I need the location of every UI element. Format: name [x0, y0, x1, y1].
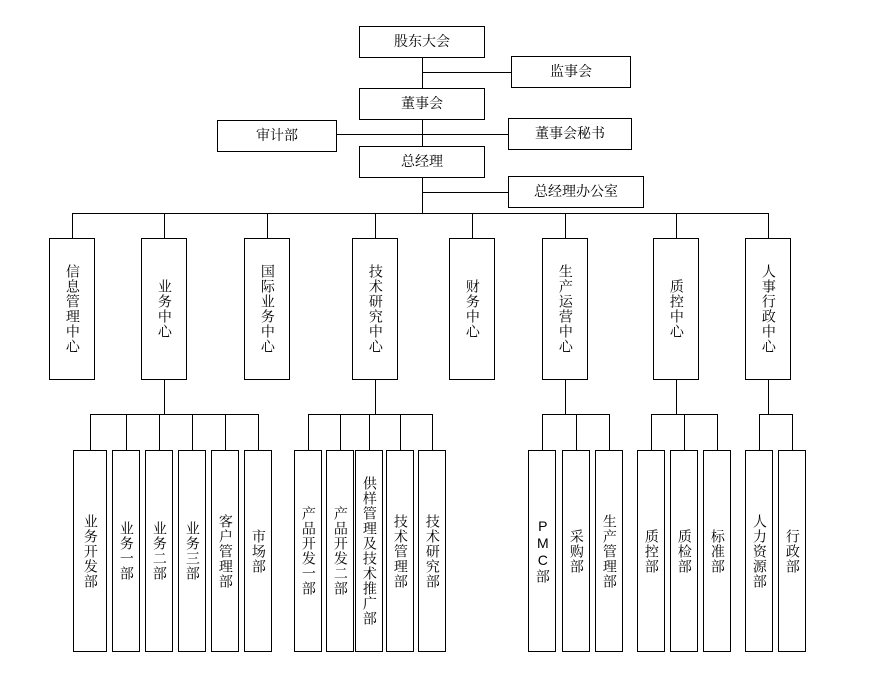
center-international-business[interactable]: 国际业务中心	[244, 238, 290, 380]
conn-qc-insp-drop	[684, 414, 685, 450]
conn-board-to-gm-vertical	[422, 120, 423, 146]
dept-technology-research[interactable]: 技术研究部	[418, 450, 446, 652]
conn-qc-std-drop	[717, 414, 718, 450]
dept-administration[interactable]: 行政部	[778, 450, 806, 652]
conn-audit-to-trunk-horizontal	[337, 134, 422, 135]
dept-product-development-two[interactable]: 产品开发二部	[326, 450, 354, 652]
dept-pmc[interactable]: PMC部	[528, 450, 556, 652]
dept-production-management[interactable]: 生产管理部	[595, 450, 623, 652]
conn-tech-pd1-drop	[308, 414, 309, 450]
dept-business-one[interactable]: 业务一部	[112, 450, 140, 652]
conn-tech-center-down	[375, 380, 376, 414]
conn-shareholders-to-supervisory-vertical	[422, 58, 423, 72]
conn-center-intl-drop	[267, 213, 268, 238]
dept-human-resources[interactable]: 人力资源部	[745, 450, 773, 652]
conn-prod-pmc-drop	[542, 414, 543, 450]
conn-centers-bus-horizontal	[72, 213, 768, 214]
conn-gm-to-centers-vertical	[422, 178, 423, 213]
conn-center-biz-drop	[164, 213, 165, 238]
conn-center-qc-drop	[676, 213, 677, 238]
dept-business-development[interactable]: 业务开发部	[73, 450, 107, 652]
shareholders-meeting[interactable]: 股东大会	[359, 26, 485, 58]
conn-biz-one-drop	[126, 414, 127, 450]
conn-hr-bus-horizontal	[759, 414, 792, 415]
conn-biz-center-down	[164, 380, 165, 414]
conn-center-tech-drop	[375, 213, 376, 238]
general-manager-office[interactable]: 总经理办公室	[508, 176, 644, 208]
conn-tech-res-drop	[432, 414, 433, 450]
conn-tech-bus-horizontal	[308, 414, 432, 415]
dept-technology-management[interactable]: 技术管理部	[386, 450, 414, 652]
board-of-directors[interactable]: 董事会	[359, 88, 485, 120]
audit-department[interactable]: 审计部	[217, 120, 337, 152]
conn-board-to-secretary-horizontal	[422, 134, 508, 135]
dept-sample-supply-tech-promotion[interactable]: 供样管理及技术推广部	[355, 450, 383, 652]
conn-shareholders-to-supervisory-horizontal	[422, 72, 511, 73]
conn-tech-mgmt-drop	[400, 414, 401, 450]
conn-center-hr-drop	[768, 213, 769, 238]
dept-business-three[interactable]: 业务三部	[178, 450, 206, 652]
dept-customer-management[interactable]: 客户管理部	[211, 450, 239, 652]
general-manager[interactable]: 总经理	[359, 146, 485, 178]
conn-hr-admin-drop	[792, 414, 793, 450]
conn-tech-supply-drop	[369, 414, 370, 450]
conn-biz-three-drop	[192, 414, 193, 450]
center-production-operation[interactable]: 生产运营中心	[542, 238, 588, 380]
center-quality-control[interactable]: 质控中心	[653, 238, 699, 380]
conn-qc-center-down	[676, 380, 677, 414]
center-hr-administration[interactable]: 人事行政中心	[745, 238, 791, 380]
dept-business-two[interactable]: 业务二部	[145, 450, 173, 652]
conn-center-fin-drop	[472, 213, 473, 238]
conn-tech-pd2-drop	[340, 414, 341, 450]
dept-quality-control[interactable]: 质控部	[637, 450, 665, 652]
dept-purchasing[interactable]: 采购部	[562, 450, 590, 652]
conn-biz-market-drop	[258, 414, 259, 450]
conn-gm-to-office-horizontal	[422, 192, 508, 193]
conn-prod-purchase-drop	[576, 414, 577, 450]
center-technology-research[interactable]: 技术研究中心	[352, 238, 398, 380]
center-information-management[interactable]: 信息管理中心	[49, 238, 95, 380]
dept-quality-inspection[interactable]: 质检部	[670, 450, 698, 652]
supervisory-board[interactable]: 监事会	[511, 56, 631, 88]
conn-center-info-drop	[72, 213, 73, 238]
conn-biz-dev-drop	[90, 414, 91, 450]
center-finance[interactable]: 财务中心	[449, 238, 495, 380]
conn-prod-center-down	[565, 380, 566, 414]
conn-center-prod-drop	[565, 213, 566, 238]
conn-biz-bus-horizontal	[90, 414, 258, 415]
conn-qc-ctrl-drop	[651, 414, 652, 450]
dept-product-development-one[interactable]: 产品开发一部	[294, 450, 322, 652]
dept-market[interactable]: 市场部	[244, 450, 272, 652]
center-business[interactable]: 业务中心	[141, 238, 187, 380]
conn-biz-cust-drop	[225, 414, 226, 450]
board-secretary[interactable]: 董事会秘书	[508, 118, 632, 150]
conn-biz-two-drop	[159, 414, 160, 450]
conn-hr-hr-drop	[759, 414, 760, 450]
conn-prod-mgmt-drop	[609, 414, 610, 450]
conn-hr-center-down	[768, 380, 769, 414]
dept-standards[interactable]: 标准部	[703, 450, 731, 652]
